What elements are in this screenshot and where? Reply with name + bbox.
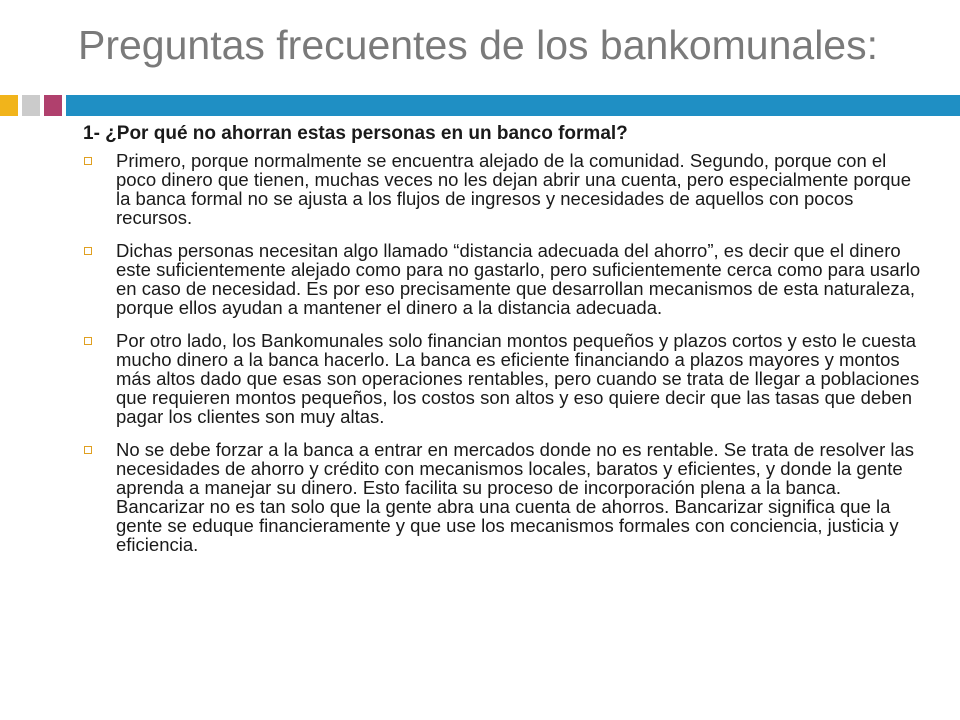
bullet-text: Primero, porque normalmente se encuentra alejado de la comunidad. Segundo, porque con el poco dinero que tienen, muchas veces no les dejan abrir una cuenta, pero especialmente porque la banca formal no se ajusta a los flujos de ingresos y necesidades de aquellos con pocos recursos. (116, 150, 911, 228)
accent-block-grey (22, 95, 40, 116)
accent-block-yellow (0, 95, 18, 116)
bullet-text: Por otro lado, los Bankomunales solo financian montos pequeños y plazos cortos y esto le cuesta mucho dinero a la banca hacerlo. La banca es eficiente financiando a plazos mayores y montos más altos dado que esas son operaciones rentables, pero cuando se trata de llegar a poblaciones que requieren montos pequeños, los costos son altos y eso quiere decir que las tasas que deben pagar los clientes son muy altas. (116, 330, 920, 427)
bullet-text: No se debe forzar a la banca a entrar en mercados donde no es rentable. Se trata de resolver las necesidades de ahorro y crédito con mecanismos locales, baratos y eficientes, y donde la gente aprenda a manejar su dinero. Esto facilita su proceso de incorporación plena a la banca. Bancarizar no es tan solo que la gente abra una cuenta de ahorros. Bancarizar significa que la gente se eduque financieramente y que use los mecanismos formales con conciencia, justicia y eficiencia. (116, 439, 915, 555)
square-bullet-icon (84, 247, 92, 255)
bullet-item (83, 241, 923, 317)
bullet-item (83, 331, 923, 426)
bullet-item (83, 440, 923, 554)
accent-bar-blue (66, 95, 960, 116)
square-bullet-icon (84, 157, 92, 165)
square-bullet-icon (84, 337, 92, 345)
slide-title: Preguntas frecuentes de los bankomunales: (78, 22, 879, 68)
bullet-list (83, 151, 923, 568)
bullet-item (83, 151, 923, 227)
question-heading: 1- ¿Por qué no ahorran estas personas en un banco formal? (83, 123, 628, 144)
accent-block-red (44, 95, 62, 116)
square-bullet-icon (84, 446, 92, 454)
bullet-text: Dichas personas necesitan algo llamado “distancia adecuada del ahorro”, es decir que el dinero este suficientemente alejado como para no gastarlo, pero suficientemente cerca como para usarlo en caso de necesidad. Es por eso precisamente que desarrollan mecanismos de esta naturaleza, porque ellos ayudan a mantener el dinero a la distancia adecuada. (116, 240, 921, 318)
